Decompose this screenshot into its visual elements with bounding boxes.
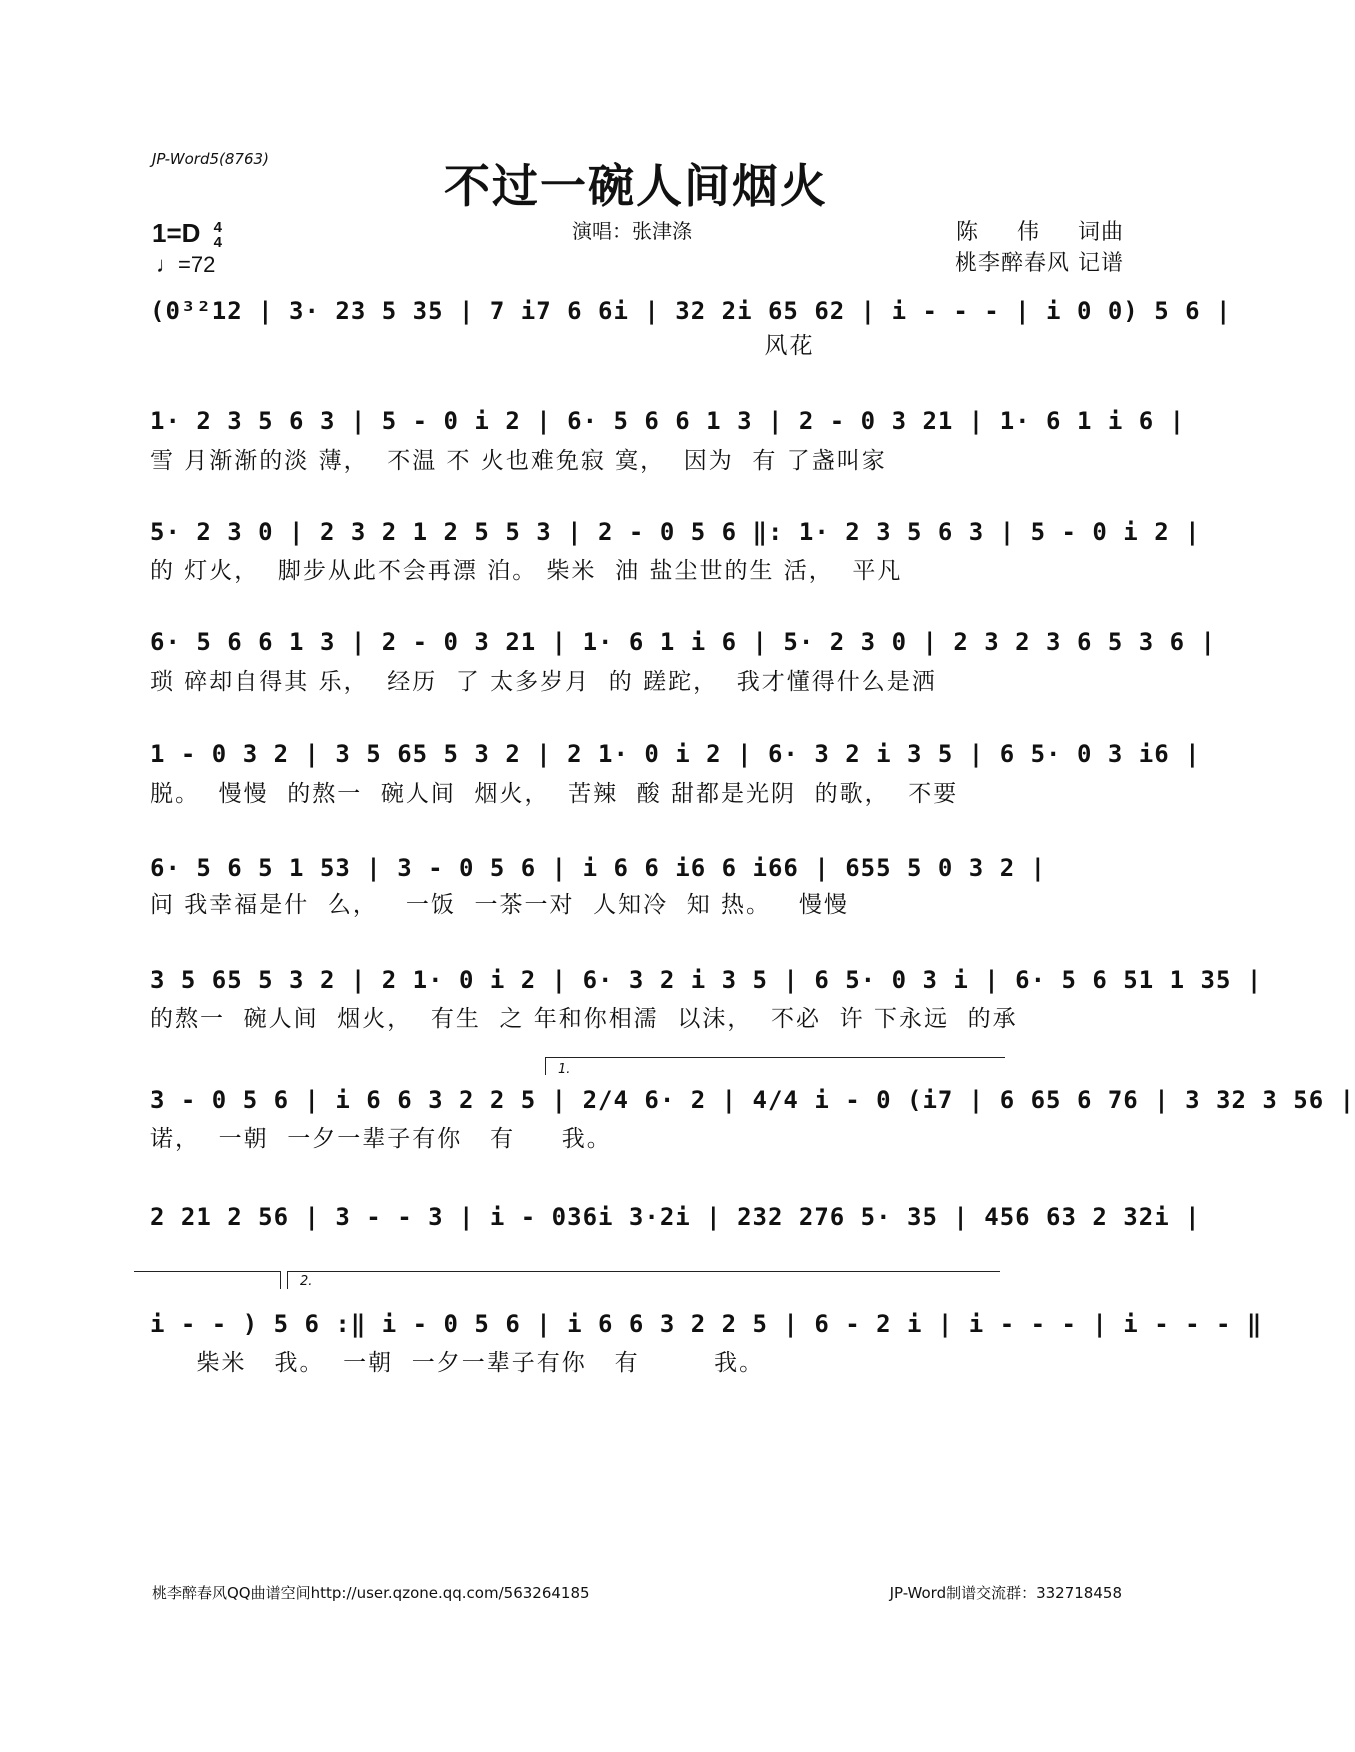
transcriber-credit: 桃李醉春风 记谱 [955, 251, 1124, 276]
meter-bottom: 4 [213, 234, 222, 252]
notation-line: 1· 2 3 5 6 3 | 5 - 0 i 2 | 6· 5 6 6 1 3 | 2 - 0 3 21 | 1· 6 1 i 6 | [150, 407, 1186, 435]
song-title: 不过一碗人间烟火 [444, 159, 828, 213]
footer-group-number: JP-Word制谱交流群：332718458 [889, 1584, 1122, 1602]
lyric-line: 的 灯火， 脚步从此不会再漂 泊。 柴米 油 盐尘世的生 活， 平凡 [150, 558, 903, 584]
notation-line: 3 - 0 5 6 | i 6 6 3 2 2 5 | 2/4 6· 2 | 4/4 i - 0 (i7 | 6 65 6 76 | 3 32 3 56 | [150, 1086, 1355, 1114]
second-ending-label: 2. [300, 1274, 313, 1289]
lyric-line: 脱。 慢慢 的熬一 碗人间 烟火， 苦辣 酸 甜都是光阴 的歌， 不要 [150, 781, 959, 807]
notation-line: 2 21 2 56 | 3 - - 3 | i - 036i 3·2i | 232 276 5· 35 | 456 63 2 32i | [150, 1203, 1201, 1231]
tempo-marking: ♩=72 [156, 252, 216, 277]
notation-line: 3 5 65 5 3 2 | 2 1· 0 i 2 | 6· 3 2 i 3 5 | 6 5· 0 3 i | 6· 5 6 51 1 35 | [150, 966, 1263, 994]
notation-line: 6· 5 6 5 1 53 | 3 - 0 5 6 | i 6 6 i6 6 i66 | 655 5 0 3 2 | [150, 854, 1047, 882]
software-label: JP-Word5(8763) [152, 150, 269, 168]
second-ending-bracket [287, 1271, 1000, 1272]
lyric-line: 诺， 一朝 一夕一辈子有你 有 我。 [150, 1126, 612, 1152]
notation-line: (0³²12 | 3· 23 5 35 | 7 i7 6 6i | 32 2i 65 62 | i - - - | i 0 0) 5 6 | [150, 297, 1232, 325]
lyric-line: 的熬一 碗人间 烟火， 有生 之 年和你相濡 以沫， 不必 许 下永远 的承 [150, 1006, 1018, 1032]
first-ending-label: 1. [558, 1062, 571, 1077]
key-signature [152, 218, 222, 250]
footer-qzone-link[interactable]: 桃李醉春风QQ曲谱空间http://user.qzone.qq.com/563264185 [152, 1584, 590, 1602]
singer-credit: 演唱：张津涤 [572, 219, 692, 243]
first-ending-bracket [545, 1057, 1005, 1058]
second-ending-tick [287, 1271, 288, 1289]
lyric-line: 琐 碎却自得其 乐， 经历 了 太多岁月 的 蹉跎， 我才懂得什么是洒 [150, 669, 937, 695]
notation-line: 6· 5 6 6 1 3 | 2 - 0 3 21 | 1· 6 1 i 6 | 5· 2 3 0 | 2 3 2 3 6 5 3 6 | [150, 628, 1216, 656]
lyric-line: 问 我幸福是什 么， 一饭 一茶一对 人知冷 知 热。 慢慢 [150, 892, 849, 918]
notation-line: 1 - 0 3 2 | 3 5 65 5 3 2 | 2 1· 0 i 2 | 6· 3 2 i 3 5 | 6 5· 0 3 i6 | [150, 740, 1201, 768]
composer-credit: 陈 伟 词曲 [956, 220, 1124, 245]
lyric-line: 柴米 我。 一朝 一夕一辈子有你 有 我。 [150, 1350, 765, 1376]
notation-line: i - - ) 5 6 :‖ i - 0 5 6 | i 6 6 3 2 2 5 | 6 - 2 i | i - - - | i - - - ‖ [150, 1310, 1263, 1338]
first-ending-continuation [134, 1271, 280, 1272]
notation-line: 5· 2 3 0 | 2 3 2 1 2 5 5 3 | 2 - 0 5 6 ‖: 1· 2 3 5 6 3 | 5 - 0 i 2 | [150, 518, 1201, 546]
lyric-line: 雪 月渐渐的淡 薄， 不温 不 火也难免寂 寞， 因为 有 了盏叫家 [150, 448, 887, 474]
first-ending-end-tick [280, 1271, 281, 1289]
key-text: 1=D [152, 218, 201, 248]
time-signature [214, 220, 222, 250]
lyric-line: 风花 [150, 333, 815, 359]
meter-top: 4 [213, 219, 222, 237]
first-ending-tick [545, 1057, 546, 1075]
